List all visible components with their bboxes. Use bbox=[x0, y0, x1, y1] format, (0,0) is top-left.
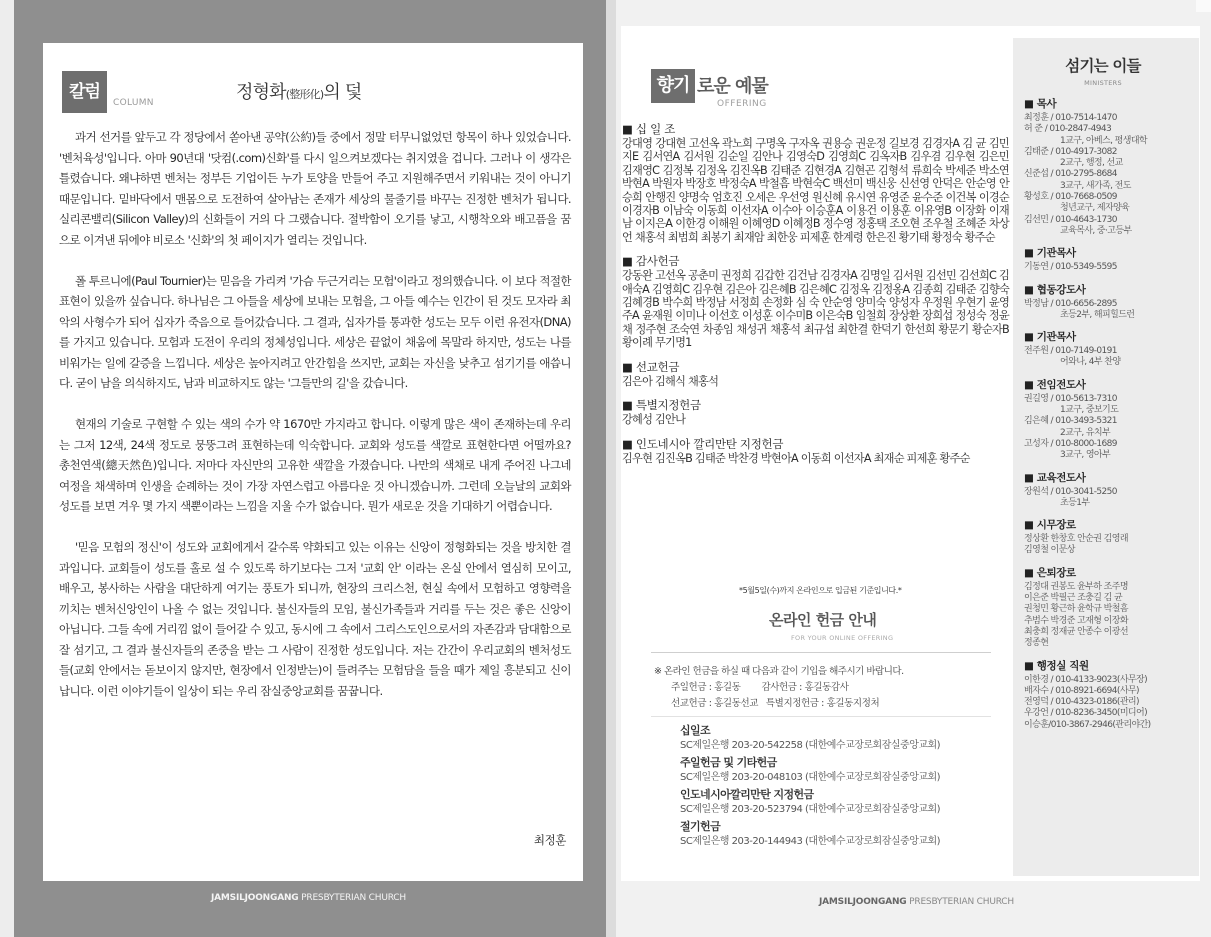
online-offering-en: FOR YOUR ONLINE OFFERING bbox=[791, 634, 894, 642]
column-body bbox=[59, 127, 571, 722]
offering-page bbox=[621, 26, 1200, 881]
offering-section-title: ■ 특별지정헌금 bbox=[622, 398, 701, 413]
footer-church-rest: PRESBYTERIAN CHURCH bbox=[298, 893, 406, 903]
account-name: 절기헌금 bbox=[680, 820, 721, 833]
offering-note: *5월5일(수)까지 온라인으로 입금된 기준입니다.* bbox=[739, 586, 902, 595]
minister-contact: 권길영 / 010-5613-7310 bbox=[1024, 393, 1117, 404]
right-footer bbox=[819, 897, 1014, 907]
minister-contact: 장원석 / 010-3041-5250 bbox=[1024, 486, 1117, 497]
minister-role: 청년교구, 제자양육 bbox=[1060, 203, 1130, 214]
column-title-tail: 의 덫 bbox=[323, 82, 362, 103]
online-example-line: 선교헌금 : 홍길동선교 특별지정헌금 : 홍길동지정처 bbox=[671, 698, 880, 709]
column-paragraph: 현재의 기술로 구현할 수 있는 색의 수가 약 1670만 가지라고 합니다. 이렇게 많은 색이 존재하는데 우리는 그저 12색, 24색 정도로 뭉뚱그려 표현하는데 익숙합니다. 교회와 성도를 색깔로 표현한다면 어떨까요? 총천연색(總天然色)입니다. 저마다 자신만의 고유한 색깔을 가졌습니다. 나만의 색채로 내게 주어진 나그네 여정을 채색하며 인생을 순례하는 것이 가장 자연스럽고 아름다운 것 아니겠습니까. 그런데 오늘날의 교회와 성도를 보면 겨우 몇 가지 색뿐이라는 느낌을 지울 수가 없습니다. 뭔가 새로운 것을 기대하기 어렵습니다. bbox=[59, 417, 571, 513]
ministers-section bbox=[1024, 328, 1196, 369]
ministers-section-head: ■ 기관목사 bbox=[1024, 247, 1076, 260]
ministers-section-head: ■ 협동강도사 bbox=[1024, 283, 1086, 296]
offering-section-names: 강대영 강대현 고선옥 곽노희 구명옥 구자옥 권용승 권운정 길보경 김경자A 김 균 김민지E 김서연A 김서원 김순일 김안나 김영숙D 김영희C 김옥자B 김우겸 김우현 김은민 김재영C 김정복 김정옥 김진옥B 김태준 김현경A 김현곤 김형석 류희숙 박세준 박소연 박현A 박원자 박장호 박정숙A 박철흠 박현숙C 백선미 백신웅 신선영 안덕은 안순영 안승희 안행진 양명숙 엄호진 오세은 우선영 원신혜 유시연 유영준 윤수준 이건복 이경순 이경자B 이남숙 이동희 이선자A 이수아 이승훈A 이용건 이용훈 이유영B 이장화 이재남 이지은A 이한경 이해원 이혜영D 이혜정B 정수영 정홍택 조오현 조우철 조혜준 차상언 채홍석 최범희 최봉기 최재암 최한웅 피제훈 한계령 한은진 황기태 황정숙 황주순 bbox=[622, 137, 1009, 244]
minister-contact: 최충희 정재균 안종수 이광선 bbox=[1024, 626, 1128, 637]
ministers-section bbox=[1024, 469, 1196, 510]
ministers-section-head: ■ 행정실 직원 bbox=[1024, 659, 1089, 672]
footer-church-bold: JAMSILJOONGANG bbox=[211, 893, 299, 903]
account-item bbox=[680, 755, 940, 787]
minister-contact: 기동연 / 010-5349-5595 bbox=[1024, 262, 1117, 273]
ministers-section bbox=[1024, 376, 1196, 462]
offering-section-title: ■ 인도네시아 깔리만탄 지정헌금 bbox=[622, 436, 784, 451]
offering-section-names: 강동완 고선옥 공춘미 권정희 김갑한 김건남 김경자A 김명일 김서원 김선민 김선희C 김애숙A 김영희C 김우현 김은아 김은혜B 김은혜C 김정옥 김정옹A 김종희 김태준 김향숙 김혜경B 박수희 박정남 서정희 손정화 심 숙 안순영 양미숙 양성자 우정원 우현기 윤영주A 윤재원 이미나 이선호 이성훈 이수미B 이은숙B 임철희 장상환 장희섭 정성숙 정윤채 정주현 조숙연 차종임 채성귀 채홍석 최규섭 최한결 한덕기 한선희 황문기 황순자B 황이례 무기명1 bbox=[622, 269, 1009, 350]
ministers-section-head: ■ 교육전도사 bbox=[1024, 471, 1086, 484]
account-item bbox=[680, 819, 940, 851]
offering-title: 로운 예물 bbox=[697, 76, 768, 97]
offering-section bbox=[622, 437, 1009, 465]
minister-contact: 권청민 황근하 윤학규 박철흠 bbox=[1024, 604, 1128, 615]
edge-strip bbox=[1196, 0, 1211, 12]
ministers-section bbox=[1024, 244, 1196, 273]
minister-contact: 김영철 이문상 bbox=[1024, 545, 1075, 556]
offering-section bbox=[622, 360, 1009, 388]
account-number: SC제일은행 203-20-048103 (대한예수교장로회잠실중앙교회) bbox=[680, 772, 941, 783]
footer-church-rest: PRESBYTERIAN CHURCH bbox=[906, 897, 1014, 907]
account-list bbox=[680, 723, 940, 851]
column-title-main: 정형화 bbox=[236, 82, 286, 103]
ministers-panel bbox=[1013, 38, 1199, 876]
offering-section-title: ■ 감사헌금 bbox=[622, 254, 680, 269]
offering-section-names: 김은아 김해식 채홍석 bbox=[622, 374, 719, 388]
minister-contact: 이승훈/010-3867-2946(관리야간) bbox=[1024, 719, 1151, 730]
ministers-title: 섬기는 이들 bbox=[1065, 57, 1141, 75]
account-number: SC제일은행 203-20-144943 (대한예수교장로회잠실중앙교회) bbox=[680, 836, 941, 847]
offering-tag-en: OFFERING bbox=[717, 99, 767, 109]
ministers-section-head: ■ 은퇴장로 bbox=[1024, 566, 1076, 579]
offering-section-title: ■ 십 일 조 bbox=[622, 122, 676, 136]
ministers-section bbox=[1024, 95, 1196, 237]
ministers-section bbox=[1024, 564, 1196, 650]
minister-role: 1교구, 중보기도 bbox=[1060, 405, 1119, 416]
minister-contact: 추범수 박경준 고재형 이장화 bbox=[1024, 615, 1128, 626]
minister-contact: 전영덕 / 010-4323-0186(관리) bbox=[1024, 697, 1139, 708]
minister-role: 3교구, 영아부 bbox=[1060, 450, 1111, 461]
column-page bbox=[43, 43, 583, 881]
minister-contact: 김태준 / 010-4917-3082 bbox=[1024, 146, 1117, 157]
offering-tag: 향기 bbox=[651, 69, 695, 103]
online-example-line: 주일헌금 : 홍길동 감사헌금 : 홍길동감사 bbox=[671, 682, 849, 693]
minister-role: 교육목사, 중·고등부 bbox=[1060, 225, 1132, 236]
ministers-section-head: ■ 기관목사 bbox=[1024, 331, 1076, 344]
account-number: SC제일은행 203-20-542258 (대한예수교장로회잠실중앙교회) bbox=[680, 740, 941, 751]
column-title-hanja: (整形化) bbox=[285, 88, 324, 101]
column-tag-en: COLUMN bbox=[113, 98, 154, 108]
offering-section bbox=[622, 122, 1009, 244]
minister-contact: 최정훈 / 010-7514-1470 bbox=[1024, 113, 1117, 123]
column-author: 최정훈 bbox=[533, 833, 566, 847]
offering-list bbox=[622, 122, 1009, 475]
minister-contact: 김은혜 / 010-3493-5321 bbox=[1024, 416, 1117, 427]
minister-role: 1교구, 아베스, 평생대학 bbox=[1060, 135, 1148, 146]
offering-section bbox=[622, 398, 1009, 426]
minister-contact: 이은준 박필근 조충길 김 균 bbox=[1024, 593, 1123, 604]
minister-contact: 김정대 권봉도 윤부하 조주명 bbox=[1024, 581, 1128, 592]
ministers-section-head: ■ 전임전도사 bbox=[1024, 378, 1086, 391]
minister-contact: 이한경 / 010-4133-9023(사무장) bbox=[1024, 674, 1148, 685]
online-offering-title: 온라인 헌금 안내 bbox=[769, 611, 877, 629]
account-number: SC제일은행 203-20-523794 (대한예수교장로회잠실중앙교회) bbox=[680, 804, 941, 815]
minister-contact: 허 준 / 010-2847-4943 bbox=[1024, 124, 1112, 135]
minister-contact: 신준섭 / 010-2795-8684 bbox=[1024, 169, 1117, 180]
minister-contact: 배자수 / 010-8921-6694(사무) bbox=[1024, 685, 1139, 696]
minister-contact: 황성호 / 010-7668-0509 bbox=[1024, 192, 1117, 203]
account-item bbox=[680, 723, 940, 755]
column-paragraph: 과거 선거를 앞두고 각 정당에서 쏟아낸 공약(公約)들 중에서 정말 터무니없었던 항목이 하나 있었습니다. '벤처육성'입니다. 아마 90년대 '닷컴(.com)신화'를 다시 일으켜보겠다는 취지였을 겁니다. 그러나 이 생각은 틀렸습니다. 왜냐하면 벤처는 정부든 기업이든 누가 토양을 만들어 주고 지원해주면서 키워내는 것이 아니기 때문입니다. 밑바닥에서 맨몸으로 도전하여 살아남는 존재가 세상의 물줄기를 바꾸는 진정한 벤처가 됩니다. 실리콘밸리(Silicon Valley)의 신화들이 거의 다 그랬습니다. 절박함이 오기를 낳고, 시행착오와 배고픔을 꿈으로 이겨낸 뒤에야 비로소 '신화'의 첫 페이지가 열리는 것입니다. bbox=[59, 130, 571, 247]
left-footer bbox=[211, 893, 406, 903]
offering-section-title: ■ 선교헌금 bbox=[622, 359, 680, 374]
divider bbox=[651, 716, 991, 717]
minister-role: 2교구, 유치부 bbox=[1060, 427, 1111, 438]
offering-section-names: 김우현 김진옥B 김태준 박찬경 박현아A 이동희 이선자A 최재순 피제훈 황주순 bbox=[622, 451, 970, 465]
account-name: 주일헌금 및 기타헌금 bbox=[680, 756, 777, 769]
minister-role: 초등1부 bbox=[1060, 497, 1090, 508]
column-paragraph: '믿음 모험의 정신'이 성도와 교회에게서 갈수록 약화되고 있는 이유는 신앙이 정형화되는 것을 방치한 결과입니다. 교회들이 성도를 홀로 설 수 있도록 하기보다는 그저 '교회 안' 이라는 온실 안에서 열심히 모이고, 배우고, 봉사하는 사람을 대단하게 여기는 풍토가 되니까, 현장의 크리스천, 현실 속에서 모험하고 영향력을 끼치는 벤처신앙인이 나올 수 없는 것입니다. 불신자들의 모임, 불신가족들과 거리를 두는 것은 좋은 신앙이 아닙니다. 그들 속에 거리낌 없이 들어갈 수 있고, 동시에 그 속에서 그리스도인으로서의 자존감과 담대함으로 잘 섬기고, 그 결과 불신자들의 존중을 받는 그 사람이 진정한 성도입니다. 저는 간간이 우리교회의 벤처성도들(교회 안에서는 돋보이지 않지만, 현장에서 인정받는)이 들려주는 모험담을 들을 때가 제일 흥분되고 신이 납니다. 이런 이야기들이 일상이 되는 우리 잠실중앙교회를 꿈꿉니다. bbox=[59, 540, 571, 698]
minister-role: 초등2부, 해피힐드런 bbox=[1060, 309, 1135, 320]
ministers-section bbox=[1024, 657, 1196, 731]
ministers-section bbox=[1024, 281, 1196, 322]
minister-contact: 전주원 / 010-7149-0191 bbox=[1024, 346, 1117, 357]
offering-section-names: 강혜성 김안나 bbox=[622, 413, 686, 427]
ministers-title-en: MINISTERS bbox=[1084, 79, 1122, 87]
minister-contact: 우강언 / 010-8236-3450(미디어) bbox=[1024, 708, 1148, 719]
ministers-section-head: ■ 목사 bbox=[1024, 98, 1057, 110]
ministers-section-head: ■ 시무장로 bbox=[1024, 519, 1076, 532]
online-offering-examples bbox=[671, 680, 879, 712]
account-item bbox=[680, 787, 940, 819]
minister-contact: 정상환 한창호 안순권 김영래 bbox=[1024, 534, 1128, 545]
minister-contact: 정종현 bbox=[1024, 638, 1049, 649]
footer-church-bold: JAMSILJOONGANG bbox=[819, 897, 907, 907]
divider bbox=[651, 652, 991, 653]
online-offering-intro: ※ 온라인 헌금을 하실 때 다음과 같이 기입을 해주시기 바랍니다. bbox=[654, 666, 904, 677]
account-name: 십일조 bbox=[680, 724, 711, 737]
account-name: 인도네시아깔리만탄 지정헌금 bbox=[680, 788, 814, 801]
minister-role: 2교구, 행정, 선교 bbox=[1060, 158, 1123, 169]
offering-section bbox=[622, 254, 1009, 349]
minister-role: 어와나, 4부 찬양 bbox=[1060, 357, 1121, 368]
ministers-section bbox=[1024, 516, 1196, 557]
column-tag: 칼럼 bbox=[62, 71, 107, 113]
column-paragraph: 폴 투르니에(Paul Tournier)는 믿음을 가리켜 '가슴 두근거리는 모험'이라고 정의했습니다. 이 보다 적절한 표현이 있을까 싶습니다. 하나님은 그 아들을 세상에 보내는 모험을, 그 아들 예수는 인간이 된 것도 모자라 최악의 사형수가 되어 십자가 죽음으로 들어갔습니다. 그 결과, 십자가를 통과한 성도는 모두 이런 유전자(DNA)를 가지고 있습니다. 모험과 도전이 우리의 정체성입니다. 세상은 끝없이 채움에 목말라 하지만, 성도는 나를 비워가는 일에 갈증을 느낍니다. 세상은 높아지려고 안간힘을 쓰지만, 교회는 자신을 낮추고 섬기기를 애씁니다. 굳이 남을 의식하지도, 남과 비교하지도 않는 '그들만의 길'을 갔습니다. bbox=[59, 273, 571, 390]
minister-contact: 박정남 / 010-6656-2895 bbox=[1024, 298, 1117, 309]
column-title bbox=[236, 78, 361, 104]
minister-contact: 고성자 / 010-8000-1689 bbox=[1024, 438, 1117, 449]
minister-role: 3교구, 새가족, 전도 bbox=[1060, 180, 1131, 191]
minister-contact: 김선민 / 010-4643-1730 bbox=[1024, 214, 1117, 225]
ministers-list bbox=[1024, 95, 1196, 738]
